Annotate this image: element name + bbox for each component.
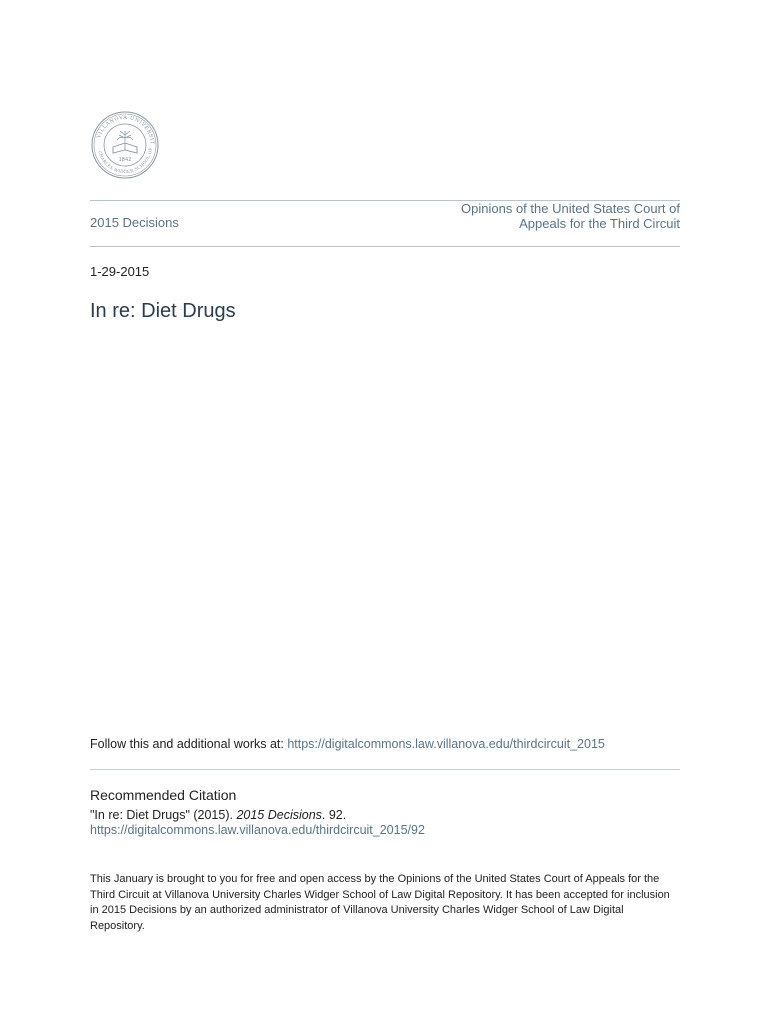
svg-text:1842: 1842 xyxy=(118,157,132,163)
citation-source: 2015 Decisions xyxy=(236,808,322,822)
citation-text xyxy=(90,807,346,823)
footer-divider xyxy=(90,769,680,770)
document-title: In re: Diet Drugs xyxy=(90,300,236,322)
collection-link[interactable]: 2015 Decisions xyxy=(90,215,179,230)
access-statement: This January is brought to you for free and open access by the Opinions of the United States Court of Appeals for the Third Circuit at Villanova University Charles Widger School of Law Digital Repository. It has been accepted for inclusion in 2015 Decisions by an authorized administrator of Villanova University Charles Widger School of Law Digital Repository. xyxy=(90,873,670,932)
collection-url-link[interactable]: https://digitalcommons.law.villanova.edu/thirdcircuit_2015 xyxy=(287,737,605,751)
follow-prefix: Follow this and additional works at: xyxy=(90,737,288,751)
series-title-link[interactable]: Opinions of the United States Court of Appeals for the Third Circuit xyxy=(461,201,680,231)
citation-number: . 92. xyxy=(321,808,347,822)
university-seal-logo xyxy=(90,110,160,180)
citation-title: "In re: Diet Drugs" (2015). xyxy=(90,808,237,822)
publication-date: 1-29-2015 xyxy=(90,264,150,279)
svg-text:CHARLES WIDGER SCHOOL OF LAW: CHARLES WIDGER SCHOOL OF xyxy=(97,147,153,175)
follow-line xyxy=(90,737,605,751)
citation-heading: Recommended Citation xyxy=(90,787,237,803)
header-bottom-divider xyxy=(90,246,680,247)
svg-text:VILLANOVA UNIVERSITY: VILLANOVA UNIVERSIT xyxy=(95,114,156,146)
citation-url-link[interactable]: https://digitalcommons.law.villanova.edu/thirdcircuit_2015/92 xyxy=(90,823,425,837)
